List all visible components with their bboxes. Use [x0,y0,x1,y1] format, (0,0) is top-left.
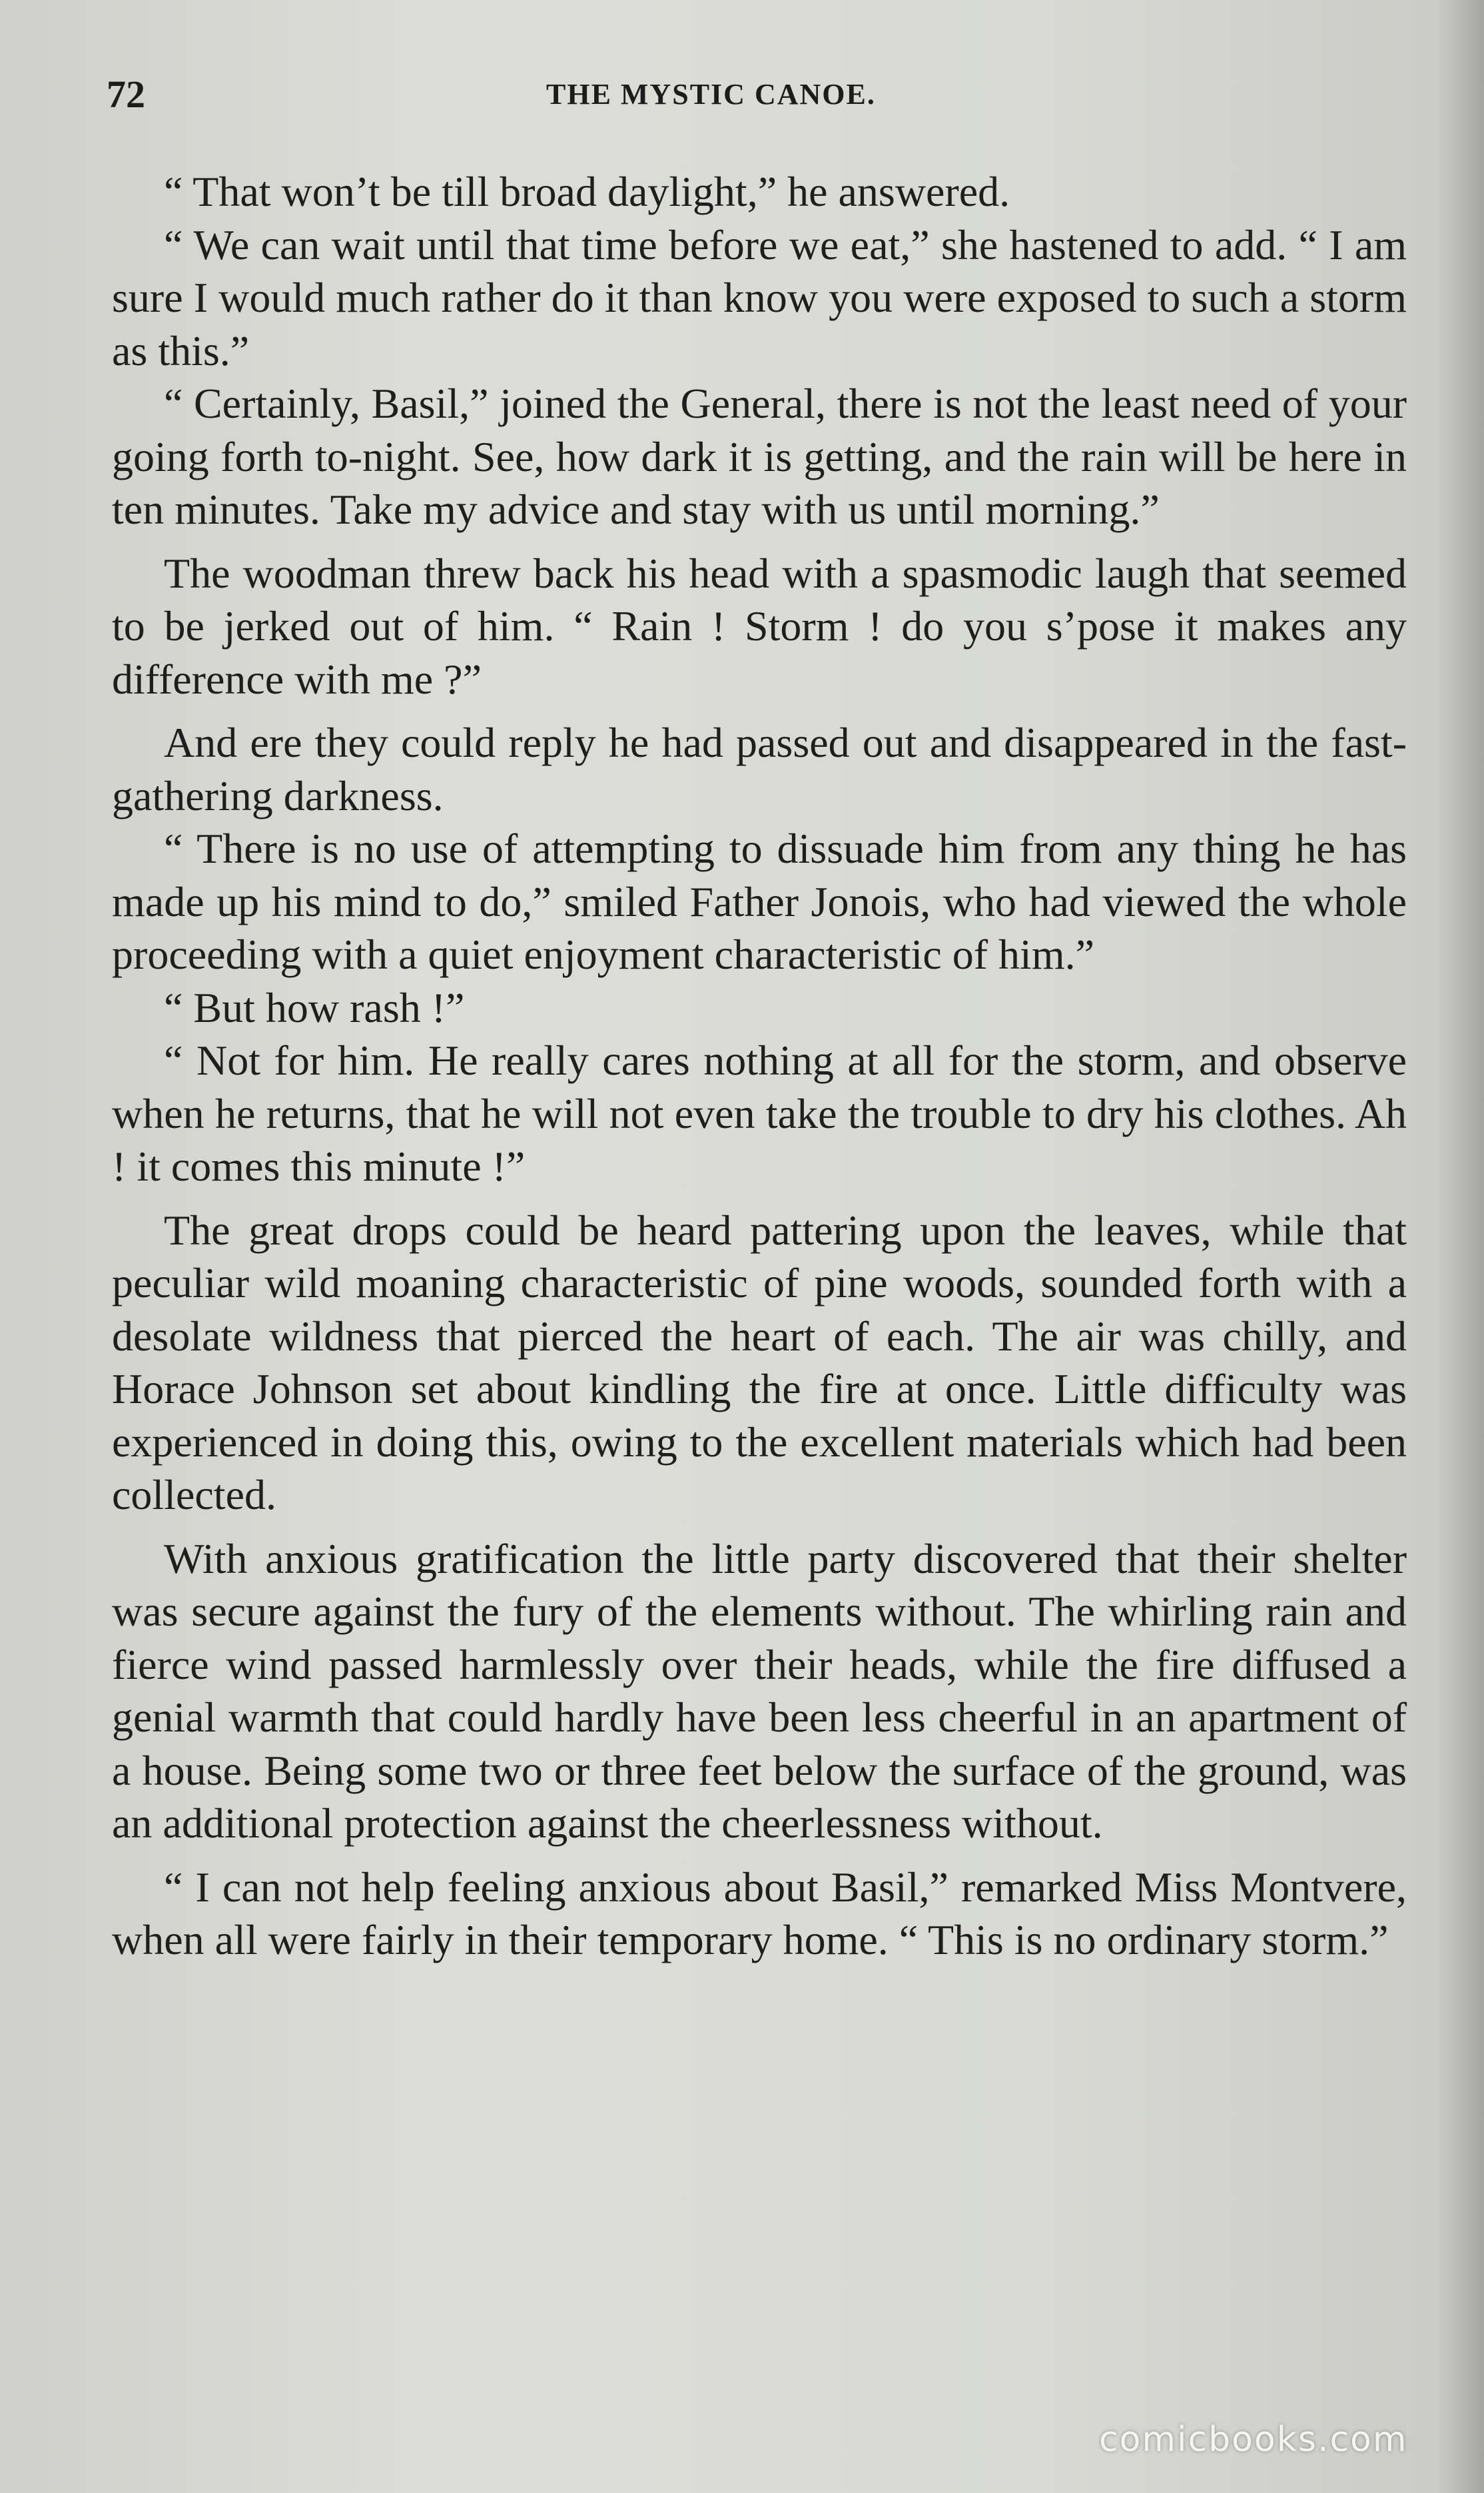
running-header [107,72,1412,125]
site-watermark: comicbooks.com [1099,2420,1408,2460]
paragraph: “ Not for him. He really cares nothing at all for the storm, and observe when he returns, that he will not even take the trouble to dry his clothes. Ah ! it comes this minute !” [112,1037,1407,1190]
paragraph: With anxious gratification the little party discovered that their shelter was secure against the fury of the elements without. The whirling rain and fierce wind passed harmlessly over their heads, while the fire diffused a genial warmth that could hardly have been less cheerful in an apartment of a house. Being some two or three feet below the surface of the ground, was an additional protection against the cheerlessness without. [112,1534,1407,1847]
paragraph: “ But how rash !” [164,983,465,1031]
paragraph: The great drops could be heard pattering upon the leaves, while that peculiar wild moaning characteristic of pine woods, sounded forth with a desolate wildness that pierced the heart of each. The air was chilly, and Horace Johnson set about kindling the fire at once. Little difficulty was experienced in doing this, owing to the excellent materials which had been collected. [112,1206,1407,1518]
paragraph: “ Certainly, Basil,” joined the General, there is not the least need of your going forth to-night. See, how dark it is getting, and the rain will be here in ten minutes. Take my advice and stay with us until morning.” [112,380,1407,533]
paragraph: “ There is no use of attempting to dissuade him from any thing he has made up his mind to do,” smiled Father Jonois, who had viewed the whole proceeding with a quiet enjoyment characteristic of him.” [112,825,1407,978]
paragraph: And ere they could reply he had passed out and disappeared in the fast-gathering darkness. [112,719,1407,819]
page-number: 72 [107,73,145,116]
paragraph: “ We can wait until that time before we eat,” she hastened to add. “ I am sure I would much rather do it than know you were exposed to such a storm as this.” [112,221,1407,374]
body-text [112,165,1407,1967]
page-binding-shadow [1437,0,1484,2493]
running-title: THE MYSTIC CANOE. [546,78,876,111]
paragraph: The woodman threw back his head with a spasmodic laugh that seemed to be jerked out of him. “ Rain ! Storm ! do you s’pose it makes any difference with me ?” [112,549,1407,703]
paragraph: “ I can not help feeling anxious about Basil,” remarked Miss Montvere, when all were fairly in their temporary home. “ This is no ordinary storm.” [112,1863,1407,1963]
paragraph: “ That won’t be till broad daylight,” he answered. [164,168,1010,215]
